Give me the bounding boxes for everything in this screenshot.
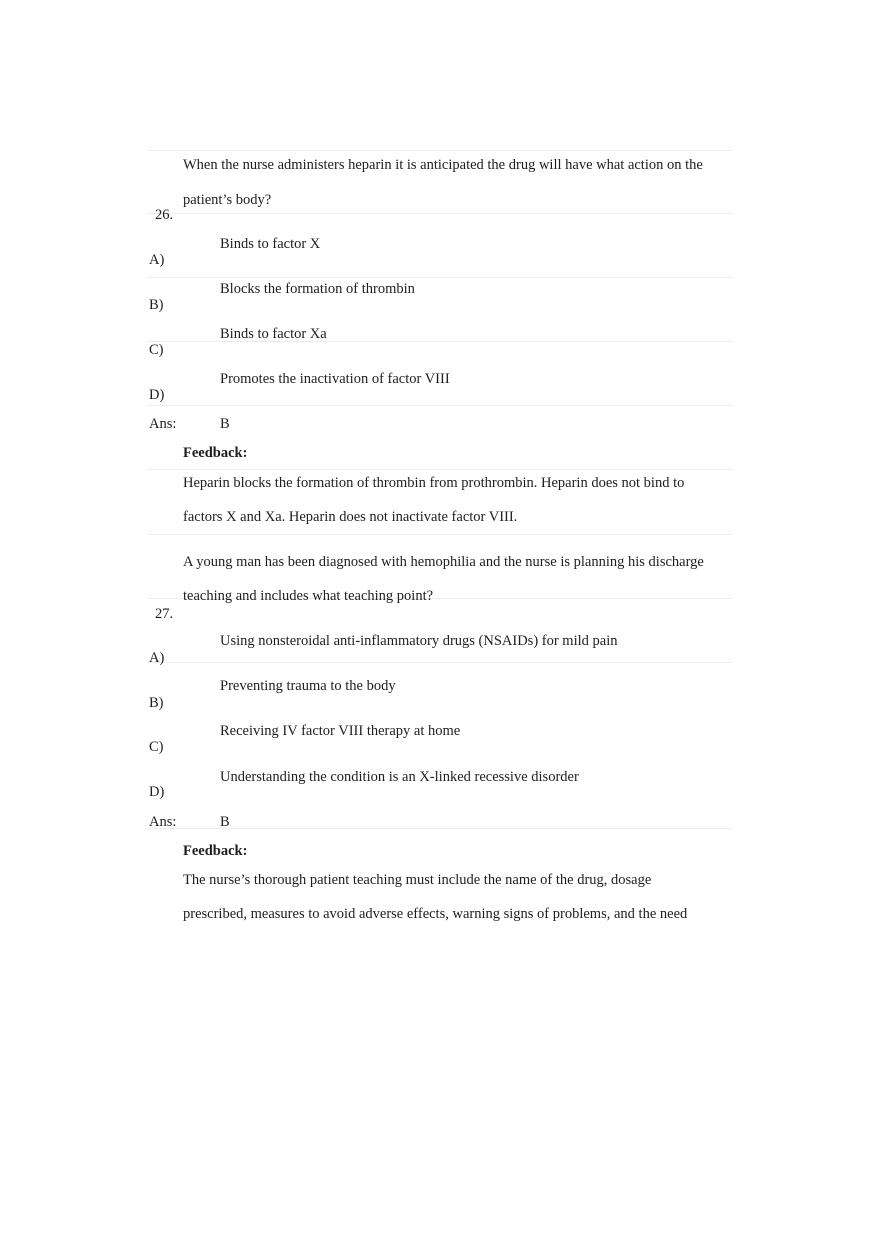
option-text: Understanding the condition is an X-linked recessive disorder xyxy=(220,769,579,785)
feedback-line: factors X and Xa. Heparin does not inactivate factor VIII. xyxy=(183,509,518,525)
option-text: Binds to factor Xa xyxy=(220,326,327,342)
option-letter: D) xyxy=(149,784,165,800)
answer-value: B xyxy=(220,416,230,432)
option-text: Promotes the inactivation of factor VIII xyxy=(220,371,450,387)
question-stem-line: A young man has been diagnosed with hemophilia and the nurse is planning his discharge xyxy=(183,554,704,570)
divider xyxy=(148,213,732,214)
option-letter: B) xyxy=(149,695,164,711)
option-text: Binds to factor X xyxy=(220,236,321,252)
feedback-label: Feedback: xyxy=(183,445,248,461)
answer-value: B xyxy=(220,814,230,830)
option-text: Receiving IV factor VIII therapy at home xyxy=(220,723,461,739)
option-letter: C) xyxy=(149,739,164,755)
divider xyxy=(148,469,732,470)
divider xyxy=(148,534,732,535)
option-text: Using nonsteroidal anti-inflammatory drugs (NSAIDs) for mild pain xyxy=(220,633,618,649)
divider xyxy=(148,405,732,406)
option-letter: A) xyxy=(149,252,165,268)
feedback-line: prescribed, measures to avoid adverse effects, warning signs of problems, and the need xyxy=(183,906,688,922)
option-text: Blocks the formation of thrombin xyxy=(220,281,415,297)
divider xyxy=(148,150,732,151)
divider xyxy=(148,277,732,278)
feedback-label: Feedback: xyxy=(183,843,248,859)
option-letter: D) xyxy=(149,387,165,403)
divider xyxy=(148,662,732,663)
answer-label: Ans: xyxy=(149,416,177,432)
option-letter: C) xyxy=(149,342,164,358)
option-text: Preventing trauma to the body xyxy=(220,678,396,694)
question-number: 27. xyxy=(155,606,174,622)
divider xyxy=(148,828,732,829)
question-stem-line: patient’s body? xyxy=(183,192,272,208)
option-letter: A) xyxy=(149,650,165,666)
option-letter: B) xyxy=(149,297,164,313)
question-stem-line: When the nurse administers heparin it is anticipated the drug will have what action on the xyxy=(183,157,703,173)
feedback-line: Heparin blocks the formation of thrombin from prothrombin. Heparin does not bind to xyxy=(183,475,685,491)
question-number: 26. xyxy=(155,207,174,223)
question-stem-line: teaching and includes what teaching point? xyxy=(183,588,434,604)
feedback-line: The nurse’s thorough patient teaching must include the name of the drug, dosage xyxy=(183,872,652,888)
answer-label: Ans: xyxy=(149,814,177,830)
